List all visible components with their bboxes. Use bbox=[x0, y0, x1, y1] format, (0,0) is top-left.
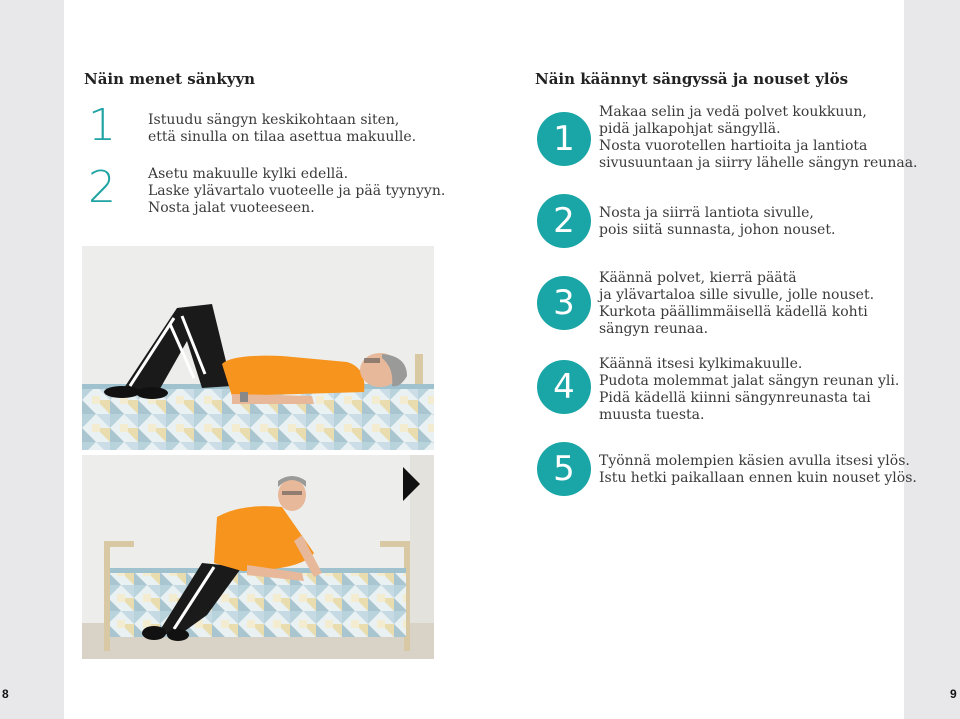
triangle-right-icon bbox=[403, 467, 421, 501]
left-step-1-line-1: Istuudu sängyn keskikohtaan siten, bbox=[148, 112, 400, 128]
right-step-1-number: 1 bbox=[537, 112, 591, 166]
right-step-4-line-2: Pudota molemmat jalat sängyn reunan yli. bbox=[599, 373, 900, 389]
right-step-3-text bbox=[599, 270, 874, 338]
right-step-4-number: 4 bbox=[537, 360, 591, 414]
right-step-3-line-2: ja ylävartaloa sille sivulle, jolle nouset. bbox=[599, 287, 875, 303]
right-step-3-line-4: sängyn reunaa. bbox=[599, 321, 709, 337]
right-step-2-line-1: Nosta ja siirrä lantiota sivulle, bbox=[599, 205, 814, 221]
page-number-left: 8 bbox=[2, 687, 9, 701]
right-step-3-number: 3 bbox=[537, 276, 591, 330]
right-step-1-line-3: Nosta vuorotellen hartioita ja lantiota bbox=[599, 138, 868, 154]
right-step-1-line-1: Makaa selin ja vedä polvet koukkuun, bbox=[599, 104, 867, 120]
left-step-2-number: 2 bbox=[88, 162, 116, 213]
right-step-2-number: 2 bbox=[537, 194, 591, 248]
left-step-1-text bbox=[148, 112, 416, 146]
right-step-4-line-3: Pidä kädellä kiinni sängynreunasta tai bbox=[599, 390, 871, 406]
right-step-5-number: 5 bbox=[537, 442, 591, 496]
left-step-2-line-2: Laske ylävartalo vuoteelle ja pää tyynyyn. bbox=[148, 183, 446, 199]
right-step-4-text bbox=[599, 356, 899, 424]
page-number-right: 9 bbox=[950, 687, 957, 701]
right-step-3-line-3: Kurkota päällimmäisellä kädellä kohti bbox=[599, 304, 868, 320]
right-step-5-line-2: Istu hetki paikallaan ennen kuin nouset ylös. bbox=[599, 470, 917, 486]
left-step-1-line-2: että sinulla on tilaa asettua makuulle. bbox=[148, 129, 417, 145]
right-step-1-line-2: pidä jalkapohjat sängyllä. bbox=[599, 121, 781, 137]
right-step-3-line-1: Käännä polvet, kierrä päätä bbox=[599, 270, 797, 286]
right-step-5-line-1: Työnnä molempien käsien avulla itsesi ylös. bbox=[599, 453, 910, 469]
right-step-5-text bbox=[599, 453, 917, 487]
right-step-2-text bbox=[599, 205, 835, 239]
left-step-1-number: 1 bbox=[88, 100, 116, 151]
right-step-1-line-4: sivusuuntaan ja siirry lähelle sängyn reunaa. bbox=[599, 155, 918, 171]
right-step-1-text bbox=[599, 104, 918, 172]
photo-lying-on-bed bbox=[82, 246, 434, 450]
right-step-4-line-1: Käännä itsesi kylkimakuulle. bbox=[599, 356, 803, 372]
left-step-2-line-3: Nosta jalat vuoteeseen. bbox=[148, 200, 315, 216]
right-step-2-line-2: pois siitä sunnasta, johon nouset. bbox=[599, 222, 836, 238]
right-step-4-line-4: muusta tuesta. bbox=[599, 407, 705, 423]
photo-sitting-on-bed bbox=[82, 455, 434, 659]
left-heading: Näin menet sänkyyn bbox=[84, 70, 256, 88]
left-step-2-text bbox=[148, 166, 445, 217]
right-heading: Näin käännyt sängyssä ja nouset ylös bbox=[535, 70, 849, 88]
left-step-2-line-1: Asetu makuulle kylki edellä. bbox=[148, 166, 349, 182]
